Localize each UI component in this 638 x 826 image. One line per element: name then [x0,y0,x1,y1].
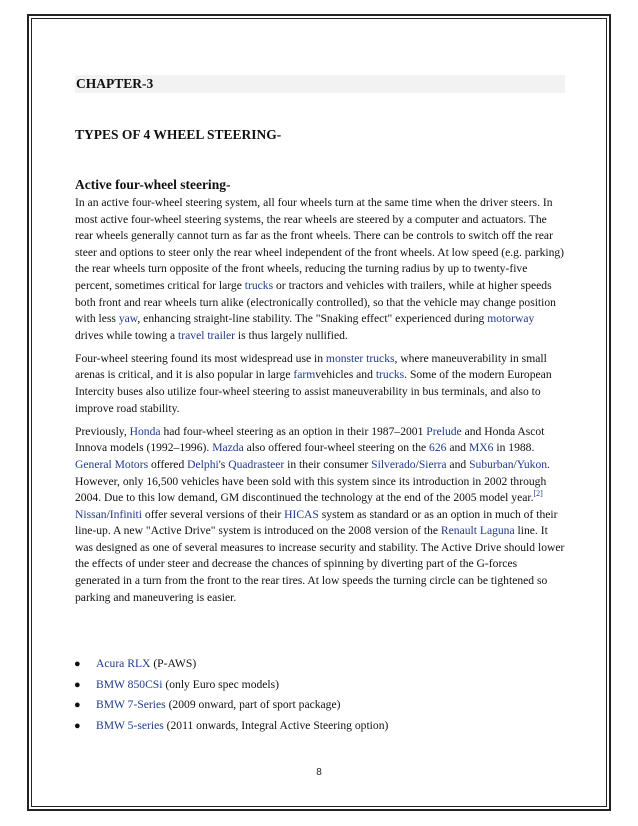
bullet-icon: ● [74,678,81,691]
link-nissan[interactable]: Nissan [75,507,107,521]
link-trucks-2[interactable]: trucks [375,368,405,382]
link-bmw-850csi[interactable]: BMW 850CSi [96,677,163,691]
link-delphi[interactable]: Delphi [187,457,219,471]
link-motorway[interactable]: motorway [487,312,535,326]
link-sierra[interactable]: Sierra [418,457,447,471]
link-silverado[interactable]: Silverado [371,457,416,471]
link-mazda[interactable]: Mazda [212,441,244,455]
link-monster-trucks[interactable]: monster trucks [325,351,395,365]
bullet-icon: ● [74,719,81,732]
chapter-title: CHAPTER-3 [75,75,565,93]
subsection-heading: Active four-wheel steering- [75,177,231,192]
reference-marker[interactable]: [2] [533,489,543,499]
page-number: 8 [316,767,322,778]
list-item: ● BMW 850CSi (only Euro spec models) [75,675,565,696]
link-general-motors[interactable]: General Motors [75,457,149,471]
list-item: ● BMW 7-Series (2009 onward, part of sport package) [75,695,565,716]
link-hicas[interactable]: HICAS [284,507,319,521]
vehicle-list [75,654,565,736]
bullet-icon: ● [74,658,81,671]
link-quadrasteer[interactable]: Quadrasteer [228,457,285,471]
paragraph-manufacturers: Previously, Honda had four-wheel steering as an option in their 1987–2001 Prelude and Honda Ascot Innova models (1992–1996). Mazda also offered four-wheel steering on the 626 and MX6 in 1988. General Motors offered Delphi's Quadrasteer in their consumer Silverado/Sierra and Suburban/Yukon. However, only 16,500 vehicles have been sold with this system since its introduction in 2002 through 2004. Due to this low demand, GM discontinued the technology at the end of the 2005 model year.[2] Nissan/Infiniti offer several versions of their HICAS system as standard or as an option in much of their line-up. A new "Active Drive" system is introduced on the 2008 version of the Renault Laguna line. It was designed as one of several measures to increase security and stability. The Active Drive should lower the effects of under steer and decrease the chances of spinning by diverting part of the G-forces generated in a turn from the front to the rear tires. At low speeds the turning circle can be tightened so parking and maneuvering is easier. [75,424,565,604]
link-infiniti[interactable]: Infiniti [109,507,142,521]
link-prelude[interactable]: Prelude [426,424,462,438]
link-trucks[interactable]: trucks [244,278,274,292]
paragraph-active-steering: In an active four-wheel steering system, all four wheels turn at the same time when the driver steers. In most active four-wheel steering systems, the rear wheels are steered by a computer and actuators. The rear wheels generally cannot turn as far as the front wheels. There can be controls to switch off the rear steer and options to steer only the rear wheel independent of the front wheels. At low speed (e.g. parking) the rear wheels turn opposite of the front wheels, reducing the turning radius by up to twenty-five percent, sometimes critical for large trucks or tractors and vehicles with trailers, while at higher speeds both front and rear wheels turn alike (electronically controlled), so that the vehicle may change position with less yaw, enhancing straight-line stability. The "Snaking effect" experienced during motorway drives while towing a travel trailer is thus largely nullified. [75,196,565,342]
section-heading: TYPES OF 4 WHEEL STEERING- [75,127,282,142]
paragraph-monster-trucks: Four-wheel steering found its most widespread use in monster trucks, where maneuverability in small arenas is critical, and it is also popular in large farmvehicles and trucks. Some of the modern European Intercity buses also utilize four-wheel steering to assist maneuverability in bus terminals, and also to improve road stability. [75,351,552,415]
list-item: ● Acura RLX (P-AWS) [75,654,565,675]
link-mx6[interactable]: MX6 [468,441,494,455]
link-yaw[interactable]: yaw [118,312,138,326]
link-bmw-5-series[interactable]: BMW 5-series [96,718,164,732]
link-yukon[interactable]: Yukon [516,457,548,471]
list-item: ● BMW 5-series (2011 onwards, Integral Active Steering option) [75,716,565,737]
link-suburban[interactable]: Suburban [469,457,514,471]
link-honda[interactable]: Honda [129,424,161,438]
link-626[interactable]: 626 [429,441,447,455]
link-bmw-7-series[interactable]: BMW 7-Series [96,698,166,712]
link-travel-trailer[interactable]: travel trailer [178,328,236,342]
link-acura-rlx[interactable]: Acura RLX [96,657,151,671]
link-farm[interactable]: farm [293,368,316,382]
link-renault-laguna[interactable]: Renault Laguna [440,524,515,538]
page-content [75,75,565,736]
bullet-icon: ● [74,699,81,712]
